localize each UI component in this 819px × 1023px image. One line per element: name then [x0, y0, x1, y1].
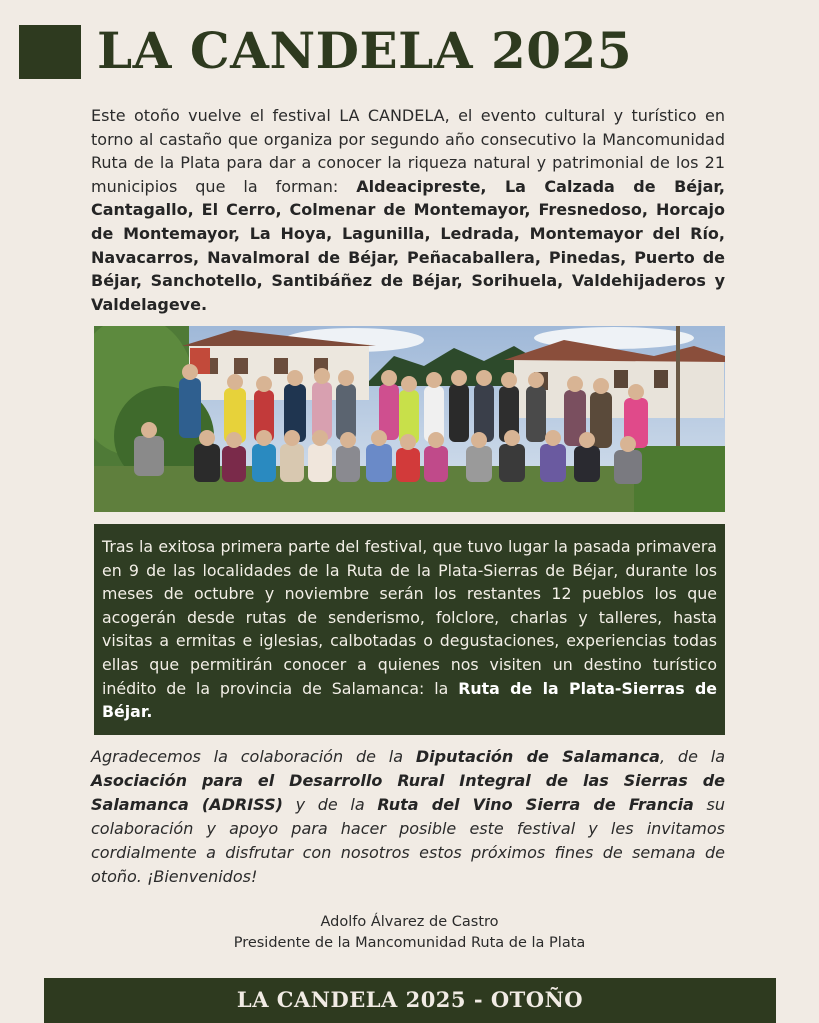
- route-name-highlight: Ruta de la Plata-Sierras de Béjar.: [102, 678, 717, 722]
- festival-info-body: Tras la exitosa primera parte del festival, que tuvo lugar la pasada primavera en 9 de las localidades de la Ruta de la Plata-Sierras de Béjar, durante los meses de octubre y noviembre serán los restantes 12 pueblos los que acogerán desde rutas de senderismo, folclore, charlas y talleres, hasta visitas a ermitas e iglesias, calbotadas o degustaciones, experiencias todas ellas que permitirán conocer a quienes nos visiten un destino turístico inédito de la provincia de Salamanca: la: [102, 537, 717, 698]
- signature-role: Presidente de la Mancomunidad Ruta de la Plata: [233, 935, 586, 951]
- festival-info-box: [94, 524, 725, 735]
- municipalities-list: Aldeacipreste, La Calzada de Béjar, Cantagallo, El Cerro, Colmenar de Montemayor, Fresnedoso, Horcajo de Montemayor, La Hoya, Lagunilla, Ledrada, Montemayor del Río, Navacarros, Navalmoral de Béjar, Peñacaballera, Pinedas, Puerto de Béjar, Sanchotello, Santibáñez de Béjar, Sorihuela, Valdehijaderos y Valdelageve.: [91, 176, 726, 314]
- thanks-part-1: Agradecemos la colaboración de la: [91, 747, 416, 766]
- thanks-part-4: su colaboración y apoyo para hacer posible este festival y les invitamos cordialmente a disfrutar con nosotros estos próximos fines de semana de otoño. ¡Bienvenidos!: [91, 795, 725, 886]
- thanks-org-ruta-vino: Ruta del Vino Sierra de Francia: [377, 795, 694, 814]
- thanks-org-diputacion: Diputación de Salamanca: [415, 747, 660, 766]
- signature-block: [0, 912, 819, 954]
- festival-info-text: [102, 535, 717, 724]
- signature-name: Adolfo Álvarez de Castro: [320, 914, 499, 930]
- intro-text: Este otoño vuelve el festival LA CANDELA, el evento cultural y turístico en torno al castaño que organiza por segundo año consecutivo la Mancomunidad Ruta de la Plata para dar a conocer la riqueza natural y patrimonial de los 21 municipios que la forman:: [91, 106, 725, 196]
- intro-paragraph: [91, 104, 725, 316]
- group-photo: [94, 326, 725, 512]
- thanks-org-adriss: Asociación para el Desarrollo Rural Integral de las Sierras de Salamanca (ADRISS): [91, 771, 725, 814]
- thanks-part-3: y de la: [282, 795, 378, 814]
- acknowledgement-paragraph: [91, 745, 725, 889]
- page-title: LA CANDELA 2025: [97, 21, 633, 80]
- title-square-decoration: [19, 25, 81, 79]
- group-photo-illustration: [94, 326, 725, 512]
- footer-banner: LA CANDELA 2025 - OTOÑO: [44, 978, 776, 1023]
- thanks-part-2: , de la: [659, 747, 725, 766]
